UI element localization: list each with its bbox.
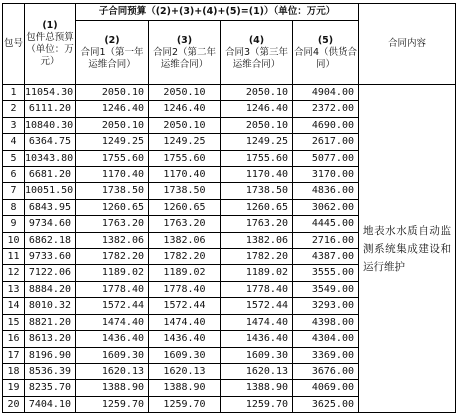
cell-total-budget: 8821.20 [25, 314, 76, 330]
header-total-number: (1) [42, 20, 58, 31]
cell-contract-2: 1249.25 [149, 134, 221, 150]
cell-total-budget: 10343.80 [25, 150, 76, 166]
cell-package-id: 5 [3, 150, 25, 166]
cell-contract-1: 1249.25 [76, 134, 149, 150]
cell-contract-1: 1246.40 [76, 101, 149, 117]
cell-contract-3: 1382.06 [221, 232, 293, 248]
cell-contract-4: 4690.00 [293, 117, 359, 133]
cell-total-budget: 8235.70 [25, 380, 76, 396]
cell-package-id: 14 [3, 298, 25, 314]
cell-total-budget: 8884.20 [25, 281, 76, 297]
cell-contract-3: 1474.40 [221, 314, 293, 330]
cell-total-budget: 7122.06 [25, 265, 76, 281]
cell-package-id: 10 [3, 232, 25, 248]
cell-package-id: 15 [3, 314, 25, 330]
cell-total-budget: 8613.20 [25, 331, 76, 347]
cell-contract-4: 4398.00 [293, 314, 359, 330]
cell-package-id: 4 [3, 134, 25, 150]
cell-contract-2: 2050.10 [149, 117, 221, 133]
header-content: 合同内容 [359, 4, 456, 85]
cell-contract-2: 1474.40 [149, 314, 221, 330]
cell-total-budget: 6111.20 [25, 101, 76, 117]
cell-contract-2: 1620.13 [149, 363, 221, 379]
cell-package-id: 13 [3, 281, 25, 297]
cell-contract-4: 4445.00 [293, 216, 359, 232]
cell-contract-1: 1620.13 [76, 363, 149, 379]
cell-contract-2: 1738.50 [149, 183, 221, 199]
cell-contract-2: 1246.40 [149, 101, 221, 117]
cell-total-budget: 11054.30 [25, 85, 76, 101]
cell-contract-1: 1609.30 [76, 347, 149, 363]
cell-total-budget: 6364.75 [25, 134, 76, 150]
cell-contract-2: 1778.40 [149, 281, 221, 297]
header-total-budget [25, 4, 76, 85]
cell-package-id: 3 [3, 117, 25, 133]
cell-contract-3: 1189.02 [221, 265, 293, 281]
cell-package-id: 19 [3, 380, 25, 396]
cell-contract-3: 1260.65 [221, 199, 293, 215]
cell-package-id: 16 [3, 331, 25, 347]
header-contract-4 [293, 21, 359, 85]
header-c1-number: (2) [104, 34, 120, 46]
cell-contract-1: 1755.60 [76, 150, 149, 166]
cell-contract-4: 3555.00 [293, 265, 359, 281]
cell-contract-4: 2617.00 [293, 134, 359, 150]
cell-contract-1: 1170.40 [76, 167, 149, 183]
cell-total-budget: 10051.50 [25, 183, 76, 199]
cell-contract-2: 1782.20 [149, 249, 221, 265]
cell-contract-1: 2050.10 [76, 117, 149, 133]
cell-contract-4: 5077.00 [293, 150, 359, 166]
cell-contract-4: 3062.00 [293, 199, 359, 215]
header-c2-number: (3) [176, 34, 193, 46]
cell-contract-2: 2050.10 [149, 85, 221, 101]
cell-contract-3: 2050.10 [221, 117, 293, 133]
cell-contract-2: 1609.30 [149, 347, 221, 363]
cell-contract-1: 1782.20 [76, 249, 149, 265]
header-c3-label: 合同3（第三年运维合同） [224, 46, 289, 70]
cell-contract-4: 3676.00 [293, 363, 359, 379]
cell-package-id: 20 [3, 396, 25, 412]
header-c2-label: 合同2（第二年运维合同） [152, 46, 217, 70]
cell-contract-4: 4387.00 [293, 249, 359, 265]
cell-contract-1: 1572.44 [76, 298, 149, 314]
header-package: 包号 [3, 4, 25, 85]
cell-contract-1: 1388.90 [76, 380, 149, 396]
cell-contract-4: 3549.00 [293, 281, 359, 297]
cell-package-id: 7 [3, 183, 25, 199]
cell-total-budget: 10840.30 [25, 117, 76, 133]
cell-contract-3: 1246.40 [221, 101, 293, 117]
cell-contract-1: 1763.20 [76, 216, 149, 232]
header-sub-budget-group [76, 4, 359, 21]
cell-contract-2: 1572.44 [149, 298, 221, 314]
header-c4-label: 合同4（供货合同） [293, 46, 358, 70]
table-row [3, 85, 456, 101]
cell-contract-1: 1738.50 [76, 183, 149, 199]
cell-total-budget: 9734.60 [25, 216, 76, 232]
cell-package-id: 8 [3, 199, 25, 215]
cell-total-budget: 8536.39 [25, 363, 76, 379]
budget-table [2, 3, 456, 413]
cell-contract-4: 3293.00 [293, 298, 359, 314]
cell-total-budget: 8010.32 [25, 298, 76, 314]
cell-contract-2: 1259.70 [149, 396, 221, 412]
cell-contract-3: 1259.70 [221, 396, 293, 412]
cell-package-id: 12 [3, 265, 25, 281]
cell-contract-4: 4904.00 [293, 85, 359, 101]
cell-package-id: 9 [3, 216, 25, 232]
header-contract-1 [76, 21, 149, 85]
cell-contract-2: 1755.60 [149, 150, 221, 166]
cell-package-id: 17 [3, 347, 25, 363]
cell-contract-3: 1738.50 [221, 183, 293, 199]
cell-contract-3: 1778.40 [221, 281, 293, 297]
cell-contract-4: 4069.00 [293, 380, 359, 396]
cell-package-id: 6 [3, 167, 25, 183]
cell-total-budget: 9733.60 [25, 249, 76, 265]
cell-contract-4: 2372.00 [293, 101, 359, 117]
header-c1-label: 合同1（第一年运维合同） [80, 46, 144, 70]
cell-contract-3: 1170.40 [221, 167, 293, 183]
cell-contract-1: 1778.40 [76, 281, 149, 297]
cell-contract-4: 4836.00 [293, 183, 359, 199]
cell-package-id: 2 [3, 101, 25, 117]
cell-contract-1: 1260.65 [76, 199, 149, 215]
cell-contract-3: 1609.30 [221, 347, 293, 363]
cell-contract-4: 4304.00 [293, 331, 359, 347]
cell-package-id: 11 [3, 249, 25, 265]
table-body [3, 85, 456, 413]
cell-package-id: 1 [3, 85, 25, 101]
header-group-label: 子合同预算（(2)+(3)+(4)+(5)=(1)）（单位：万元） [98, 6, 336, 17]
cell-contract-4: 3170.00 [293, 167, 359, 183]
cell-contract-3: 1755.60 [221, 150, 293, 166]
cell-contract-3: 1763.20 [221, 216, 293, 232]
cell-contract-2: 1260.65 [149, 199, 221, 215]
header-contract-2 [149, 21, 221, 85]
cell-contract-4: 3369.00 [293, 347, 359, 363]
cell-contract-2: 1189.02 [149, 265, 221, 281]
cell-contract-3: 1782.20 [221, 249, 293, 265]
cell-contract-3: 1388.90 [221, 380, 293, 396]
header-c3-number: (4) [248, 34, 265, 46]
cell-contract-3: 1249.25 [221, 134, 293, 150]
cell-contract-1: 1382.06 [76, 232, 149, 248]
cell-contract-2: 1382.06 [149, 232, 221, 248]
cell-contract-4: 3625.00 [293, 396, 359, 412]
cell-contract-1: 1474.40 [76, 314, 149, 330]
cell-contract-3: 2050.10 [221, 85, 293, 101]
cell-contract-1: 1189.02 [76, 265, 149, 281]
cell-contract-3: 1572.44 [221, 298, 293, 314]
cell-contract-2: 1388.90 [149, 380, 221, 396]
header-contract-3 [221, 21, 293, 85]
cell-contract-1: 2050.10 [76, 85, 149, 101]
cell-total-budget: 6843.95 [25, 199, 76, 215]
header-c4-number: (5) [317, 34, 334, 46]
cell-package-id: 18 [3, 363, 25, 379]
header-total-label: 包件总预算（单位：万元） [26, 32, 74, 67]
cell-contract-1: 1259.70 [76, 396, 149, 412]
cell-total-budget: 7404.10 [25, 396, 76, 412]
cell-contract-2: 1436.40 [149, 331, 221, 347]
cell-contract-2: 1170.40 [149, 167, 221, 183]
cell-contract-3: 1620.13 [221, 363, 293, 379]
cell-contract-4: 2716.00 [293, 232, 359, 248]
cell-total-budget: 6862.18 [25, 232, 76, 248]
cell-contract-1: 1436.40 [76, 331, 149, 347]
cell-contract-content: 地表水水质自动监测系统集成建设和运行维护 [359, 85, 456, 413]
cell-contract-3: 1436.40 [221, 331, 293, 347]
cell-total-budget: 6681.20 [25, 167, 76, 183]
cell-contract-2: 1763.20 [149, 216, 221, 232]
cell-total-budget: 8196.90 [25, 347, 76, 363]
